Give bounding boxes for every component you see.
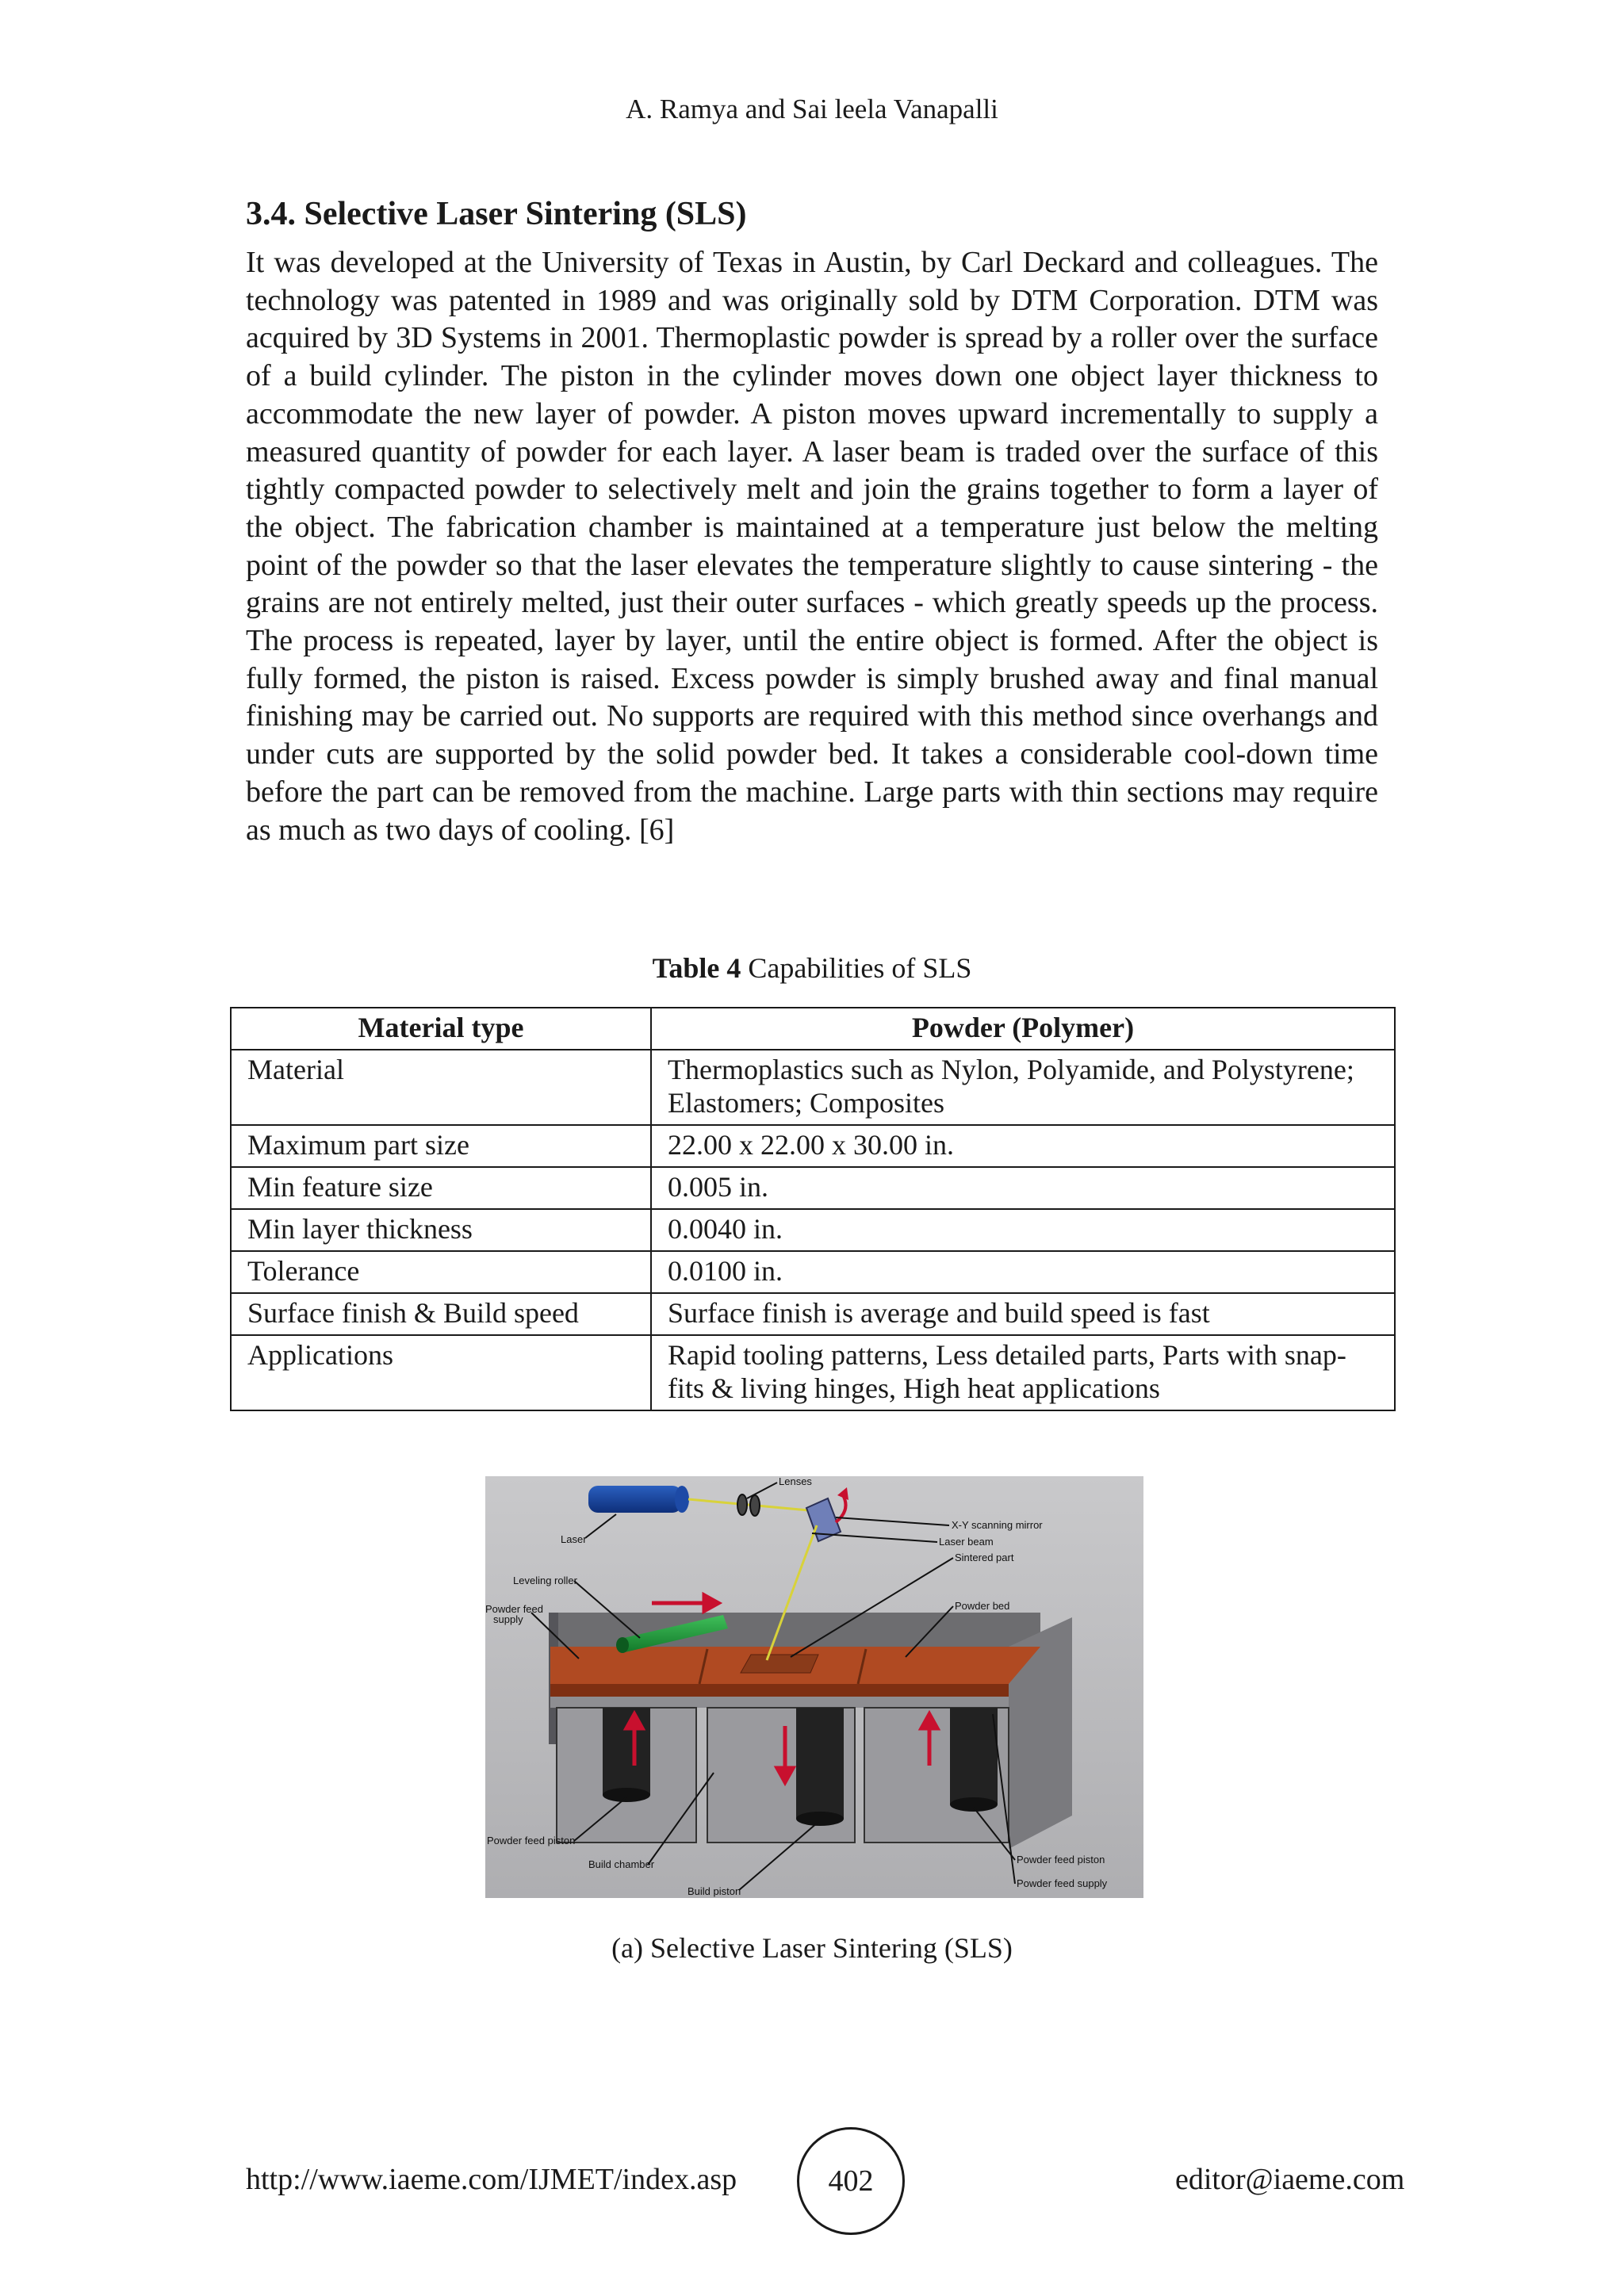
- label-roller: Leveling roller: [513, 1575, 577, 1586]
- label-feed-piston-left: Powder feed piston: [487, 1835, 576, 1846]
- table-header-cell: Material type: [231, 1008, 651, 1050]
- figure-caption: (a) Selective Laser Sintering (SLS): [611, 1932, 1013, 1964]
- label-laser: Laser: [561, 1533, 587, 1545]
- left-piston-base: [603, 1788, 650, 1802]
- table-caption-text: Capabilities of SLS: [741, 952, 972, 984]
- table-cell: Rapid tooling patterns, Less detailed parts, Parts with snap-fits & living hinges, High heat applications: [651, 1335, 1395, 1410]
- table-cell: Surface finish is average and build speed is fast: [651, 1293, 1395, 1335]
- table-row: [231, 1251, 1395, 1293]
- table-cell: Thermoplastics such as Nylon, Polyamide, and Polystyrene; Elastomers; Composites: [651, 1050, 1395, 1125]
- table-caption-label: Table 4: [652, 952, 741, 984]
- table-cell: 0.0100 in.: [651, 1251, 1395, 1293]
- table-cell: Surface finish & Build speed: [231, 1293, 651, 1335]
- front-housing: [550, 1697, 1009, 1708]
- table-cell: Tolerance: [231, 1251, 651, 1293]
- sls-diagram: [485, 1476, 1143, 1898]
- laser-unit: [588, 1486, 689, 1513]
- footer-email[interactable]: editor@iaeme.com: [1175, 2163, 1405, 2196]
- sintered-part: [741, 1655, 818, 1673]
- build-piston: [796, 1708, 844, 1819]
- table-cell: 0.0040 in.: [651, 1209, 1395, 1251]
- capabilities-table: [230, 1007, 1396, 1411]
- label-powder-bed: Powder bed: [955, 1600, 1010, 1612]
- powder-front: [550, 1684, 1009, 1697]
- table-cell: Min feature size: [231, 1167, 651, 1209]
- label-feed-supply-right: Powder feed supply: [1017, 1877, 1108, 1889]
- label-beam: Laser beam: [939, 1536, 994, 1548]
- label-mirror: X-Y scanning mirror: [952, 1519, 1043, 1531]
- label-lenses: Lenses: [779, 1476, 812, 1487]
- label-build-chamber: Build chamber: [588, 1858, 655, 1870]
- table-cell: Applications: [231, 1335, 651, 1410]
- table-cell: 22.00 x 22.00 x 30.00 in.: [651, 1125, 1395, 1167]
- table-header-cell: Powder (Polymer): [651, 1008, 1395, 1050]
- left-piston: [603, 1708, 650, 1795]
- table-row: [231, 1293, 1395, 1335]
- footer-url[interactable]: http://www.iaeme.com/IJMET/index.asp: [246, 2163, 737, 2196]
- table-row: [231, 1050, 1395, 1125]
- table-row: [231, 1209, 1395, 1251]
- build-piston-base: [796, 1812, 844, 1826]
- page-number: 402: [797, 2127, 905, 2235]
- right-piston-base: [950, 1797, 998, 1812]
- label-feed-supply-1: Powder feed: [485, 1603, 543, 1615]
- table-row: [231, 1167, 1395, 1209]
- section-paragraph: It was developed at the University of Texas in Austin, by Carl Deckard and colleagues. The technology was patented in 1989 and was originally sold by DTM Corporation. DTM was acquired by 3D Systems in 2001. Thermoplastic powder is spread by a roller over the surface of a build cylinder. The piston in the cylinder moves down one object layer thickness to accommodate the new layer of powder. A piston moves upward incrementally to supply a measured quantity of powder for each layer. A laser beam is traded over the surface of this tightly compacted powder to selectively melt and join the grains together to form a layer of the object. The fabrication chamber is maintained at a temperature just below the melting point of the powder so that the laser elevates the temperature slightly to cause sintering - the grains are not entirely melted, just their outer surfaces - which greatly speeds up the process. The process is repeated, layer by layer, until the entire object is formed. After the object is fully formed, the piston is raised. Excess powder is simply brushed away and final manual finishing may be carried out. No supports are required with this method since overhangs and under cuts are supported by the solid powder bed. It takes a considerable cool-down time before the part can be removed from the machine. Large parts with thin sections may require as much as two days of cooling. [6]: [246, 246, 1378, 847]
- table-cell: 0.005 in.: [651, 1167, 1395, 1209]
- table-cell: Material: [231, 1050, 651, 1125]
- table-row: [231, 1335, 1395, 1410]
- section-heading: 3.4. Selective Laser Sintering (SLS): [246, 196, 747, 232]
- table-caption: [0, 951, 1624, 985]
- right-piston: [950, 1708, 998, 1804]
- table-header-row: [231, 1008, 1395, 1050]
- label-build-piston: Build piston: [688, 1885, 741, 1897]
- label-feed-supply-2: supply: [493, 1613, 523, 1625]
- label-feed-piston-right: Powder feed piston: [1017, 1854, 1105, 1866]
- running-header: A. Ramya and Sai leela Vanapalli: [626, 94, 998, 124]
- table-cell: Min layer thickness: [231, 1209, 651, 1251]
- table-row: [231, 1125, 1395, 1167]
- table-cell: Maximum part size: [231, 1125, 651, 1167]
- label-sintered: Sintered part: [955, 1552, 1014, 1563]
